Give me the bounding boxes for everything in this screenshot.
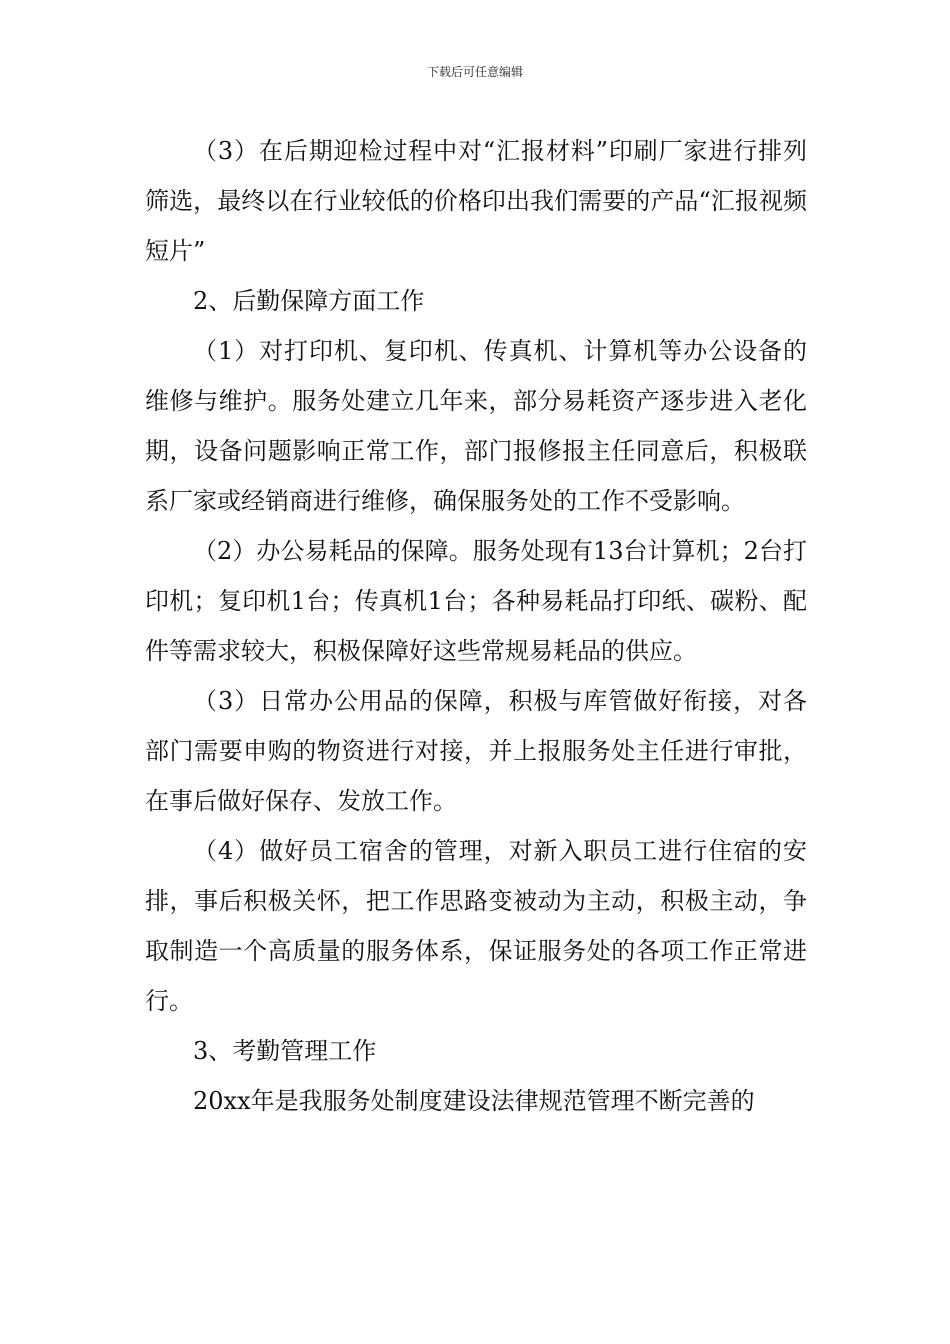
paragraph-report-materials: （3）在后期迎检过程中对“汇报材料”印刷厂家进行排列筛选，最终以在行业较低的价格印出我们需要的产品“汇报视频短片” — [145, 137, 807, 265]
paragraph-dormitory: （4）做好员工宿舍的管理，对新入职员工进行住宿的安排，事后积极关怀，把工作思路变被动为主动，积极主动，争取制造一个高质量的服务体系，保证服务处的各项工作正常进行。 — [145, 837, 807, 1015]
section-heading-attendance: 3、考勤管理工作 — [193, 1037, 377, 1065]
page-header-note: 下载后可任意编辑 — [426, 65, 523, 79]
paragraph-equipment-maintenance: （1）对打印机、复印机、传真机、计算机等办公设备的维修与维护。服务处建立几年来，部分易耗资产逐步进入老化期，设备问题影响正常工作，部门报修报主任同意后，积极联系厂家或经销商进行维修，确保服务处的工作不受影响。 — [145, 337, 807, 515]
paragraph-attendance-intro: 20xx年是我服务处制度建设法律规范管理不断完善的 — [193, 1087, 755, 1115]
section-heading-logistics: 2、后勤保障方面工作 — [193, 287, 425, 315]
paragraph-office-supplies: （3）日常办公用品的保障，积极与库管做好衔接，对各部门需要申购的物资进行对接，并上报服务处主任进行审批，在事后做好保存、发放工作。 — [145, 687, 807, 815]
document-body — [145, 126, 807, 1126]
paragraph-consumables: （2）办公易耗品的保障。服务处现有13台计算机；2台打印机；复印机1台；传真机1台；各种易耗品打印纸、碳粉、配件等需求较大，积极保障好这些常规易耗品的供应。 — [145, 537, 807, 665]
